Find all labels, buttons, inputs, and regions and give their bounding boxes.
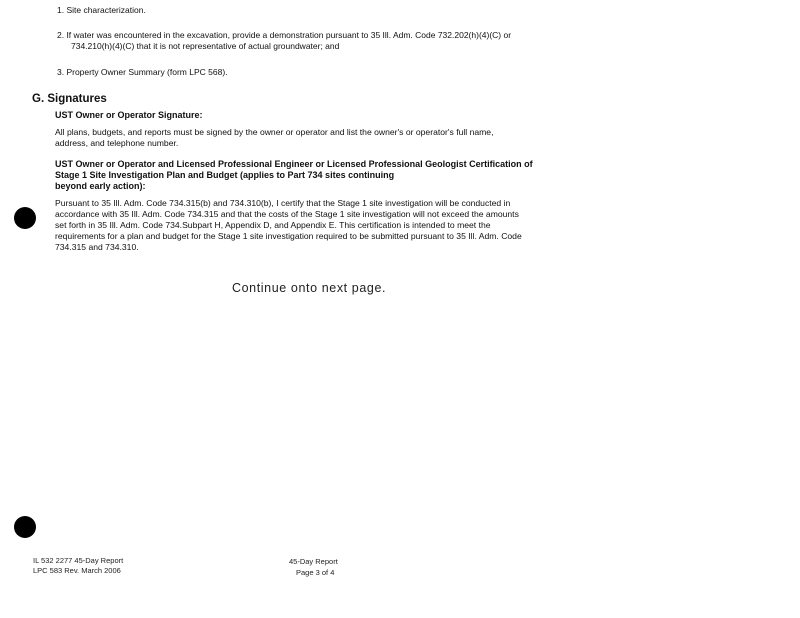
section-title-signatures: G. Signatures	[32, 93, 107, 105]
punch-hole-mark-top	[14, 207, 36, 229]
footer-form-id: IL 532 2277 45-Day Report	[33, 556, 124, 565]
certification-heading-line2: Stage 1 Site Investigation Plan and Budget (applies to Part 734 sites continuing	[55, 170, 395, 180]
footer-report-title: 45-Day Report	[289, 557, 338, 566]
punch-hole-mark-bottom	[14, 516, 36, 538]
list-item-property-owner-summary: 3. Property Owner Summary (form LPC 568).	[57, 67, 228, 77]
certification-text-line5: 734.315 and 734.310.	[55, 242, 139, 252]
continue-note: Continue onto next page.	[232, 281, 387, 295]
footer-revision: LPC 583 Rev. March 2006	[33, 566, 121, 575]
list-item-water-demonstration-line1: 2. If water was encountered in the excavation, provide a demonstration pursuant to 35 Ill. Adm. Code 732.202(h)(4)(C) or	[57, 30, 512, 40]
certification-text-line2: accordance with 35 Ill. Adm. Code 734.315 and that the costs of the Stage 1 site investigation will not exceed the amounts	[55, 209, 519, 219]
owner-signature-text-line1: All plans, budgets, and reports must be signed by the owner or operator and list the owner's or operator's full name,	[55, 127, 494, 137]
footer-page-number: Page 3 of 4	[296, 568, 335, 577]
certification-heading-line3: beyond early action):	[55, 181, 146, 191]
list-item-site-characterization: 1. Site characterization.	[57, 5, 146, 15]
owner-signature-heading: UST Owner or Operator Signature:	[55, 110, 203, 120]
certification-heading-line1: UST Owner or Operator and Licensed Professional Engineer or Licensed Professional Geologist Certification of	[55, 159, 533, 169]
list-item-water-demonstration-line2: 734.210(h)(4)(C) that it is not representative of actual groundwater; and	[71, 41, 340, 51]
certification-text-line1: Pursuant to 35 Ill. Adm. Code 734.315(b) and 734.310(b), I certify that the Stage 1 site investigation will be conducted in	[55, 198, 511, 208]
certification-text-line3: set forth in 35 Ill. Adm. Code 734.Subpart H, Appendix D, and Appendix E. This certification is intended to meet the	[55, 220, 491, 230]
certification-text-line4: requirements for a plan and budget for the Stage 1 site investigation required to be submitted pursuant to 35 Ill. Adm. Code	[55, 231, 522, 241]
owner-signature-text-line2: address, and telephone number.	[55, 138, 179, 148]
